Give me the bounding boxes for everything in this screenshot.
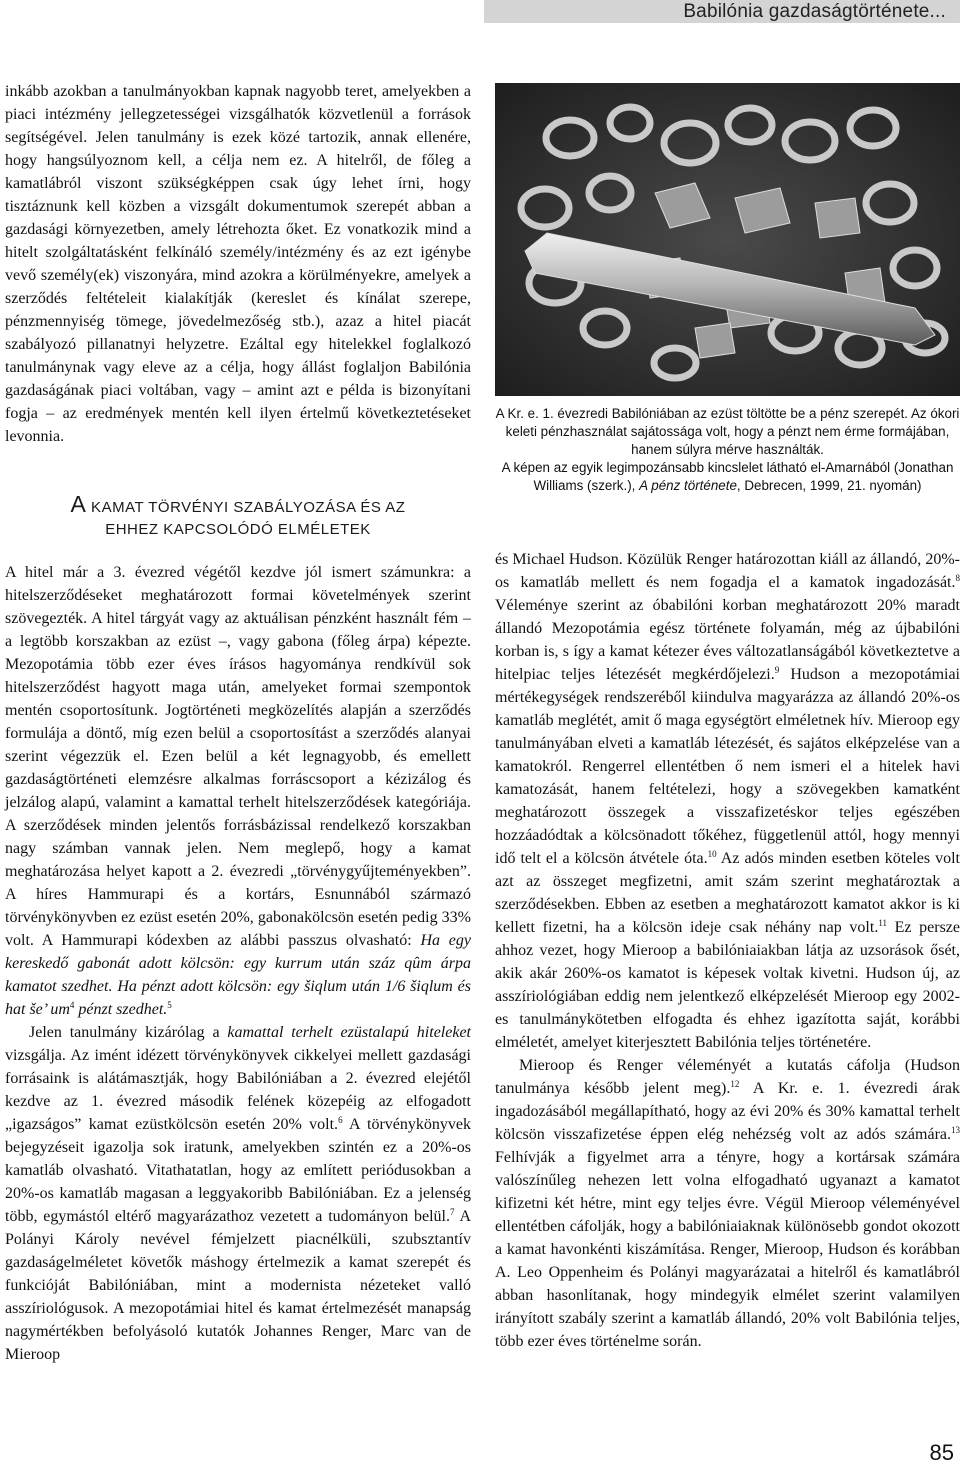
right-paragraph-1: és Michael Hudson. Közülük Renger határozottan kiáll az állandó, 20%-os kamatláb mellett és nem fogadja el a kamatok ingadozását.$^8$ Véleménye szerint az óbabilóni korban meghatározott 20% maradt állandó Mezopotámia egész története folyamán, még az újbabilóni korban is, s így a kamat kétezer éves változatlanságából következtetve a hitelpiac teljes létezését megkérdőjelezi.$^9$ Hudson a mezopotámiai mértékegységek rendszeréből kiindulva magyarázza az állandó 20%-os kamatláb meglétét, amit ő maga egységtört elméletnek hív. Mieroop egy tanulmányában elveti a kamatláb létezését, és sajátos elképzelése van a kamatokról. Rengerrel ellentétben ő nem ismeri el a hitelek havi kamatozását, hanem feltételezi, hogy a szövegekben kamatként meghatározott összegek a visszafizetéskor teljes egészében hozzáadódtak a kölcsönadott tőkéhez, függetlenül attól, hogy mennyi idő telt el a kölcsön átvétele óta.$^{10}$ Az adós minden esetben köteles volt azt az összeget megfizetni, amit szám szerint meghatároztak a szerződésekben. Ebben az esetben a meghatározott kamatot akkor is ki kellett fizetni, ha a kölcsön ideje csak néhány nap volt.$^{11}$ Ez persze ahhoz vezet, hogy Mieroop a babilóniaiakban látja az uzsorások ősét, akik akár 260%-os kamatot is képesek voltak kivetni. Hudson új, az asszíriológiában eddig nem jelentkező elképzelését Mieroop egy 2002-es tanulmánykötetben elfogadta és ehhez igazította saját, korábbi elméletét, amelyet kiterjesztett Babilónia teljes történetére.: [495, 551, 960, 1051]
emphasis-silver-loans: kamattal terhelt ezüstalapú hiteleket: [227, 1024, 471, 1041]
footnote-ref-11[interactable]: 11: [878, 918, 887, 928]
running-head: [484, 0, 960, 23]
footnote-ref-8[interactable]: 8: [955, 573, 960, 583]
page-number: 85: [929, 1440, 954, 1465]
hammurapi-quote-2: pénzt szedhet.: [74, 1001, 168, 1018]
caption-text-2: A képen az egyik legimpozánsabb kincslelet látható el-Amarnából (Jonathan Williams (szerk.), A pénz története, Debrecen, 1999, 21. nyomán): [501, 460, 954, 493]
silver-rings-and-ingot-photo: [495, 83, 960, 396]
section-heading-line-1: A KAMAT TÖRVÉNYI SZABÁLYOZÁSA ÉS AZ: [70, 491, 406, 517]
footnote-ref-10[interactable]: 10: [707, 849, 717, 859]
caption-text-1: A Kr. e. 1. évezredi Babilóniában az ezüst töltötte be a pénz szerepét. Az ókori keleti pénzhasználat sajátossága volt, hogy a pénzt nem érme formájában, hanem súlyra mérve használták.: [495, 406, 960, 457]
footnote-ref-6[interactable]: 6: [338, 1115, 343, 1125]
footnote-ref-9[interactable]: 9: [774, 665, 780, 675]
running-title: Babilónia gazdaságtörténete...: [683, 1, 946, 22]
left-column: [5, 80, 471, 1366]
right-column: [495, 548, 960, 1353]
footnote-ref-5[interactable]: 5: [167, 1000, 172, 1010]
section-heading: [5, 493, 471, 541]
caption-book-title: A pénz története: [639, 478, 737, 493]
silver-hoard-photo: [495, 83, 960, 396]
superscript-um: 4: [69, 1000, 75, 1010]
hammurapi-quote-1: Ha egy kereskedő gabonát adott kölcsön: egy kurrum után száz qûm árpa kamatot szedhet. Ha pénzt adott kölcsön: egy šiqlum után 1/6 šiqlum és hat še’ um: [5, 932, 472, 1018]
right-paragraph-2: Mieroop és Renger véleményét a kutatás cáfolja (Hudson tanulmánya később jelent meg).$^{12}$ A Kr. e. 1. évezredi árak ingadozásából megállapítható, hogy az évi 20% és 30% kamattal terhelt kölcsön visszafizetése éppen elég nehézség volt az adós számára.$^{13}$ Felhívják a figyelmet arra a tényre, hogy a kortársak számára valószínűleg nehezen lett volna elfogadható ugyanazt a kamatot kifizetni két hétre, mint egy teljes évre. Végül Mieroop véleményével ellentétben cáfolják, hogy a babilóniaiaknak különösebb gondot okozott a kamat havonkénti kiszámítása. Renger, Mieroop, Hudson és korábban A. Leo Oppenheim és Polányi magyarázatai a hitelről és kamatlábról abban hasonlítanak, hogy mindegyik elmélet szerint valamilyen irányított szabály szerint a kamatláb állandó, 20% volt Babilónia teljes, több ezer éves történelme során.: [495, 1057, 960, 1350]
footnote-ref-7[interactable]: 7: [450, 1207, 455, 1217]
intro-paragraph: inkább azokban a tanulmányokban kapnak nagyobb teret, amelyekben a piaci intézmény jellegzetességei vizsgálhatók közvetlenül a források segítségével. Jelen tanulmány is ezek közé tartozik, annak ellenére, hogy hangsúlyoznom kell, a célja nem ez. A hitelről, de főleg a kamatlábról viszont szükségképpen csak úgy lehet írni, hogy tisztáznunk kell közben a vizsgált dokumentumok szerepét abban a gazdasági környezetben, amely létrehozta őket. Ez vonatkozik mind a hitelt szolgáltatásként felkínáló személy/intézmény és az ezt igénybe vevő személy(ek) viszonyára, mind azokra a körülményekre, amelyek a szerződés feltételeit kialakítják (kereslet és kínálat szerepe, pénzmennyiség tömege, jövedelmezőség stb.), azaz a hitel piacát szabályozó pillanatnyi helyzetre. Ezáltal egy hitelekkel foglalkozó tanulmánynak vagy eleve az a célja, hogy állást foglaljon Babilónia gazdaságának piaci voltában, vagy – amint azt e példa is bizonyítani fogja – az eredmények mentén kell ilyen értelmű következtetéseket levonnia.: [5, 83, 471, 445]
footnote-ref-13[interactable]: 13: [951, 1125, 960, 1135]
section-heading-line-2: EHHEZ KAPCSOLÓDÓ ELMÉLETEK: [105, 521, 371, 538]
footnote-ref-12[interactable]: 12: [730, 1079, 740, 1089]
section-paragraph-2: Jelen tanulmány kizárólag a kamattal terhelt ezüstalapú hiteleket vizsgálja. Az imént idézett törvénykönyvek cikkelyei mellett gazdasági forrásaink is alátámasztják, hogy Babilóniában a 2. évezred elejétől kezdve az 1. évezred második felének közepéig az elfogadott „igazságos” kamat ezüstkölcsön esetén 20% volt.$^6$ A törvénykönyvek bejegyzéseit igazolja sok iratunk, amelyekben szintén ez a 20%-os kamatláb olvasható. Vitathatatlan, hogy az említett periódusokban a 20%-os kamatláb magasan a leggyakoribb Babilóniában. Ez a jelenség több, egymástól eltérő magyarázathoz vezetett a tudományon belül.$^7$ A Polányi Károly nevével fémjelzett piacnélküli, szubsztantív gazdaságelméletet követők máshogy értelmezik a kamat szerepét és funkcióját Babilóniában, mint a modernista nézeteket valló asszíriológusok. A mezopotámiai hitel és kamat értelmezését manapság nagymértékben befolyásoló kutatók Johannes Renger, Marc van de Mieroop: [5, 1024, 472, 1363]
figure-caption: [495, 405, 960, 495]
section-paragraph-1: A hitel már a 3. évezred végétől kezdve jól ismert számunkra: a hitelszerződéseket meghatározott formai követelmények szerint szövegezték. A hitel tárgyát vagy az aktuálisan pénzként használt fém – a legtöbb korszakban az ezüst –, vagy gabona (főleg árpa) képezte. Mezopotámia több ezer éves írásos hagyománya rendkívül sok hitelszerződést hagyott maga után, amelyeket formai szempontok mentén csoportosítunk. Jogtörténeti megközelítés alapján a szerződés formulája a döntő, míg ezen belül a csoportosítást a szerződés alanyai szerint végezzük el. Ezen belül a két legnagyobb, és emellett gazdaságtörténeti elemzésre alkalmas forráscsoport a kézizálog és jelzálog alapú, valamint a kamattal terhelt hitelszerződések kategóriája. A szerződések minden jelentős forrásbázissal rendelkező korszakban nagy számban vannak jelen. Nem meglepő, hogy a kamat meghatározása helyet kapott a 2. évezredi „törvénygyűjteményekben”. A híres Hammurapi és a kortárs, Esnunnából származó törvénykönyvben ez ezüst esetén 20%, gabonakölcsön esetén pedig 33% volt. A Hammurapi kódexben az alábbi passzus olvasható: Ha egy kereskedő gabonát adott kölcsön: egy kurrum után száz qûm árpa kamatot szedhet. Ha pénzt adott kölcsön: egy šiqlum után 1/6 šiqlum és hat še’ $um^4$ pénzt szedhet.$^5$: [5, 564, 472, 1018]
